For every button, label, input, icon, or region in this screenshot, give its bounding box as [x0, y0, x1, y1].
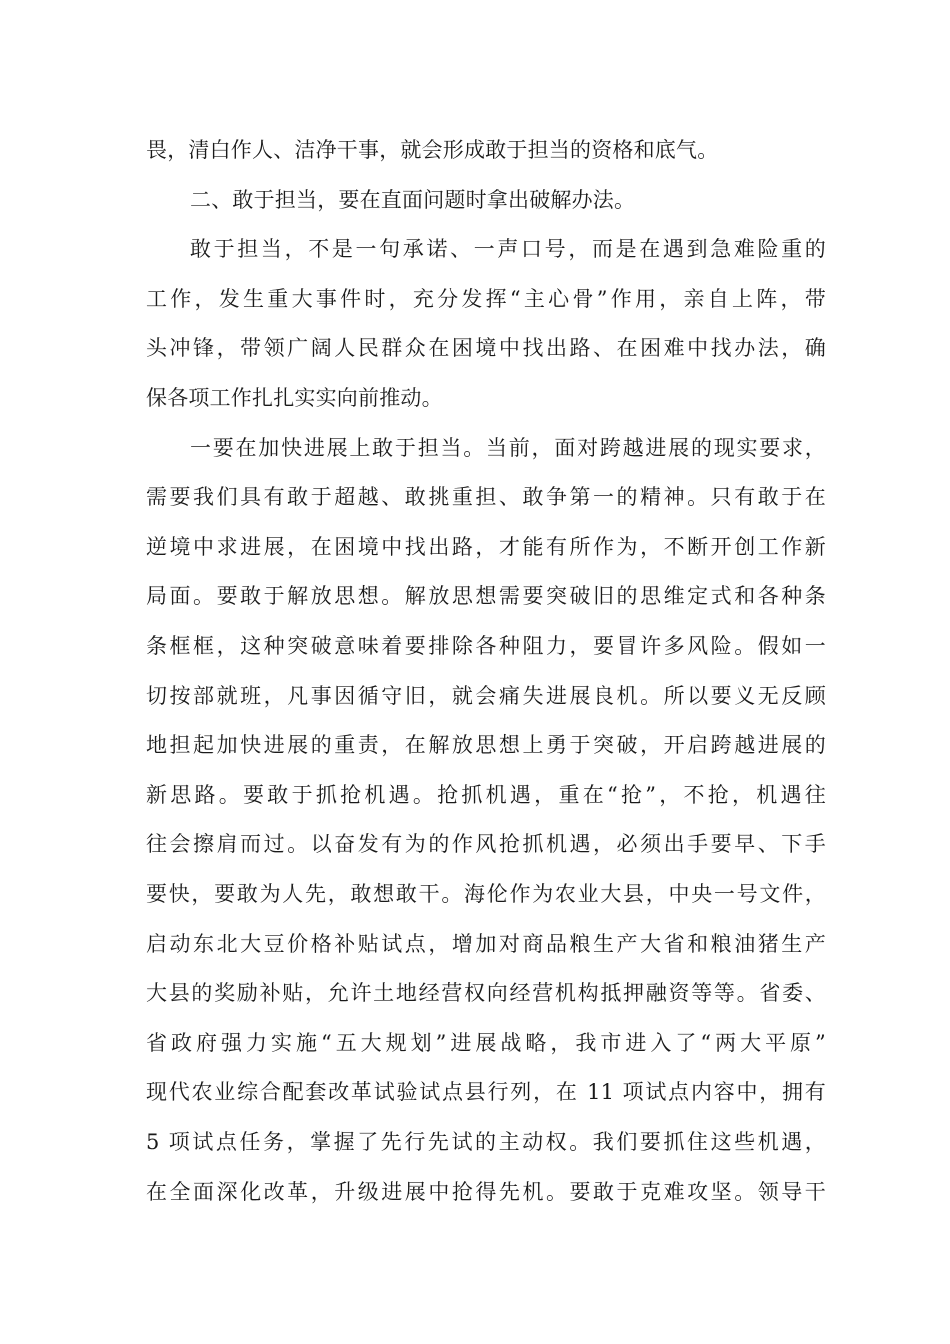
text-line: 大县的奖励补贴，允许土地经营权向经营机构抵押融资等等。省委、 — [146, 981, 826, 1006]
text-line: 省政府强力实施“五大规划”进展战略，我市进入了“两大平原” — [146, 1030, 826, 1055]
text-line: 地担起加快进展的重责，在解放思想上勇于突破，开启跨越进展的 — [146, 733, 826, 758]
text-line: 二、敢于担当，要在直面问题时拿出破解办法。 — [190, 187, 636, 212]
text-line: 局面。要敢于解放思想。解放思想需要突破旧的思维定式和各种条 — [146, 584, 826, 609]
text-line: 条框框，这种突破意味着要排除各种阻力，要冒许多风险。假如一 — [146, 634, 826, 658]
text-line: 保各项工作扎扎实实向前推动。 — [146, 386, 443, 410]
text-line: 现代农业综合配套改革试验试点县行列，在 11 项试点内容中，拥有 — [146, 1080, 826, 1105]
text-line: 切按部就班，凡事因循守旧，就会痛失进展良机。所以要义无反顾 — [146, 683, 826, 708]
text-line: 敢于担当，不是一句承诺、一声口号，而是在遇到急难险重的 — [190, 237, 826, 262]
text-line: 逆境中求进展，在困境中找出路，才能有所作为，不断开创工作新 — [146, 534, 826, 559]
text-line: 新思路。要敢于抓抢机遇。抢抓机遇，重在“抢”，不抢，机遇往 — [146, 782, 826, 807]
text-line: 一要在加快进展上敢于担当。当前，面对跨越进展的现实要求， — [190, 435, 826, 460]
text-line: 畏，清白作人、洁净干事，就会形成敢于担当的资格和底气。 — [146, 138, 719, 162]
text-line: 要快，要敢为人先，敢想敢干。海伦作为农业大县，中央一号文件， — [146, 882, 826, 906]
text-line: 在全面深化改革，升级进展中抢得先机。要敢于克难攻坚。领导干 — [146, 1179, 826, 1204]
text-line: 往会擦肩而过。以奋发有为的作风抢抓机遇，必须出手要早、下手 — [146, 832, 826, 857]
text-line: 需要我们具有敢于超越、敢挑重担、敢争第一的精神。只有敢于在 — [146, 485, 826, 510]
text-line: 头冲锋，带领广阔人民群众在困境中找出路、在困难中找办法，确 — [146, 336, 826, 361]
text-line: 启动东北大豆价格补贴试点，增加对商品粮生产大省和粮油猪生产 — [146, 931, 826, 956]
text-line: 工作，发生重大事件时，充分发挥“主心骨”作用，亲自上阵，带 — [146, 286, 826, 311]
text-line: 5 项试点任务，掌握了先行先试的主动权。我们要抓住这些机遇， — [146, 1130, 826, 1154]
